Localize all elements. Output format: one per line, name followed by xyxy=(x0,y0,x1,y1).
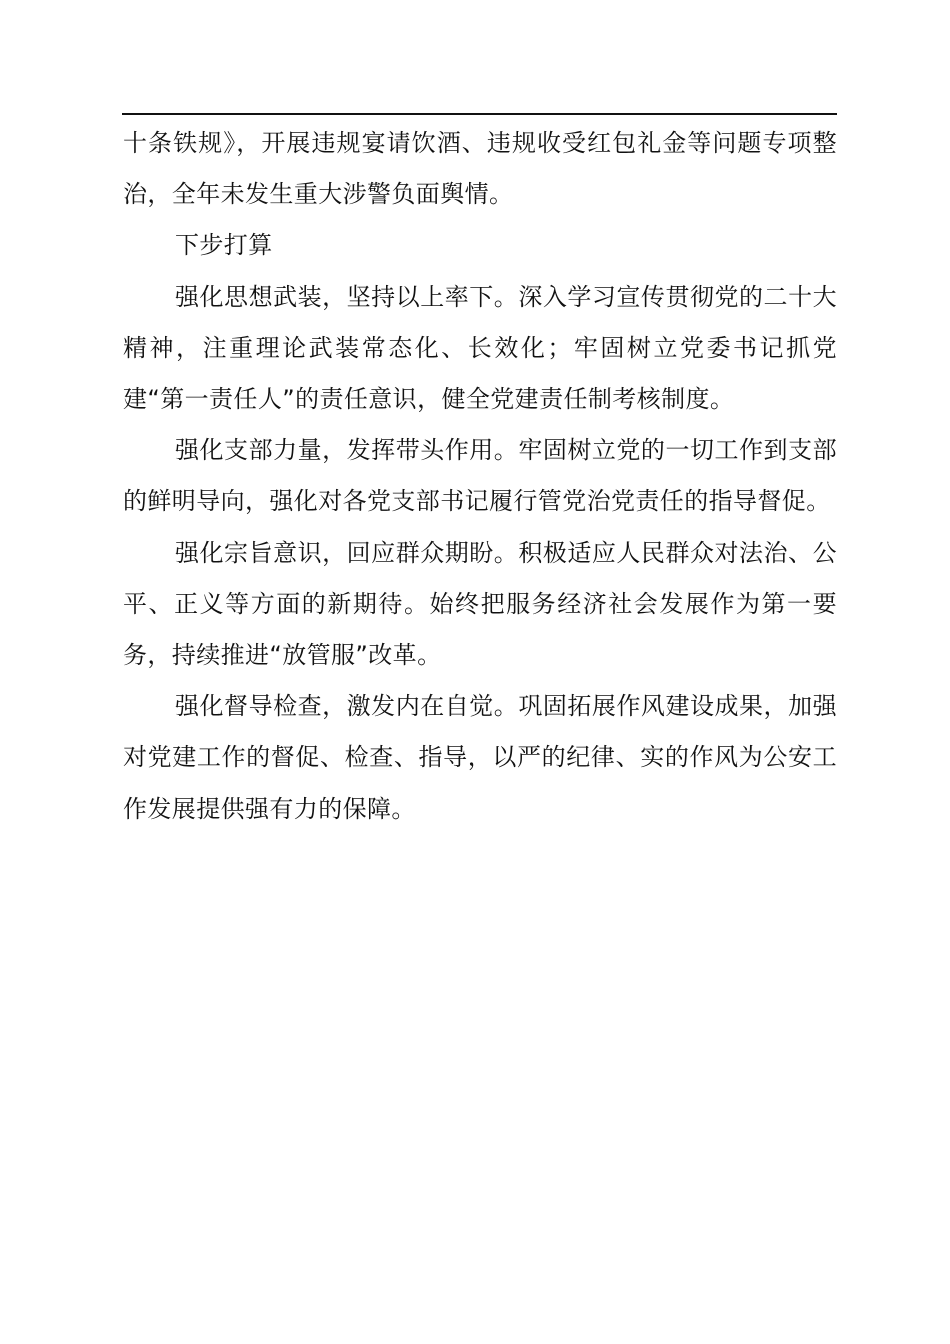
paragraph-supervision-inspection: 强化督导检查，激发内在自觉。巩固拓展作风建设成果，加强对党建工作的督促、检查、指导，以严的纪律、实的作风为公安工作发展提供强有力的保障。 xyxy=(123,692,837,823)
section-heading: 下步打算 xyxy=(175,231,273,260)
paragraph-purpose-awareness: 强化宗旨意识，回应群众期盼。积极适应人民群众对法治、公平、正义等方面的新期待。始终把服务经济社会发展作为第一要务，持续推进“放管服”改革。 xyxy=(123,538,837,670)
header-rule xyxy=(122,113,837,115)
paragraph-thought-armament: 强化思想武装，坚持以上率下。深入学习宣传贯彻党的二十大精神，注重理论武装常态化、长效化；牢固树立党委书记抓党建“第一责任人”的责任意识，健全党建责任制考核制度。 xyxy=(123,282,837,414)
document-body xyxy=(123,118,837,835)
paragraph-branch-strength: 强化支部力量，发挥带头作用。牢固树立党的一切工作到支部的鲜明导向，强化对各党支部书记履行管党治党责任的指导督促。 xyxy=(123,436,837,516)
continued-paragraph: 十条铁规》，开展违规宴请饮酒、违规收受红包礼金等问题专项整治，全年未发生重大涉警负面舆情。 xyxy=(123,129,837,209)
